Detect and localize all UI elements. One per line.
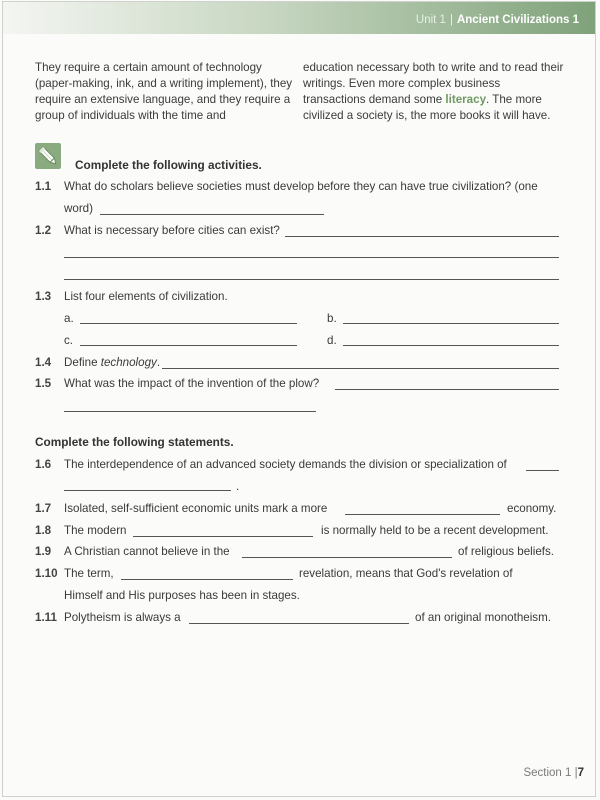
answer-blank-b[interactable] [343,323,559,324]
statements-heading: Complete the following statements. [35,435,234,449]
answer-blank[interactable] [162,368,559,369]
intro-text: education necessary both to write and to read their writings. Even more complex business transactions demand some [303,61,564,106]
question-1-3 [35,290,565,348]
question-text-end: . [156,356,161,369]
statement-number: 1.11 [35,611,57,624]
answer-line[interactable] [64,279,559,280]
question-number: 1.5 [35,377,52,390]
statement-text-end: of an original monotheism. [415,611,551,624]
answer-blank[interactable] [121,579,293,580]
header-band [3,2,595,34]
statement-number: 1.8 [35,524,52,537]
running-header [416,14,579,26]
item-label-d: d. [327,334,337,347]
statement-number: 1.6 [35,458,52,471]
statement-text: Polytheism is always a [64,611,181,624]
question-number: 1.2 [35,224,52,237]
question-number: 1.3 [35,290,52,303]
statement-1-6 [35,458,565,496]
question-text: List four elements of civilization. [64,290,228,303]
statement-1-7 [35,502,565,518]
answer-blank[interactable] [335,389,559,390]
unit-title: Ancient Civilizations 1 [456,14,579,26]
item-label-b: b. [327,312,337,325]
statement-text: The interdependence of an advanced society demands the division or specialization of [64,458,507,471]
answer-blank[interactable] [285,236,559,237]
statement-period: . [236,480,240,493]
answer-blank[interactable] [100,214,324,215]
intro-right-column [303,60,565,124]
answer-blank[interactable] [133,536,313,537]
statement-text: The modern [64,524,127,537]
question-1-1 [35,180,565,220]
statement-number: 1.10 [35,567,58,580]
intro-left-column: They require a certain amount of technology (paper-making, ink, and a writing implement), they require an extensive language, and they require a group of individuals with the time and [35,61,293,122]
section-label: Section 1 [523,767,572,779]
header-separator: | [449,14,453,26]
statement-1-8 [35,524,565,540]
statement-text-end: of religious beliefs. [458,545,555,558]
answer-line[interactable] [64,257,559,258]
question-1-2 [35,224,565,284]
question-text: What was the impact of the invention of the plow? [64,377,320,390]
item-label-a: a. [64,312,74,325]
question-text: What is necessary before cities can exist? [64,224,280,237]
keyword-literacy: literacy [445,93,487,106]
item-label-c: c. [64,334,74,347]
answer-blank-a[interactable] [80,323,297,324]
answer-blank[interactable] [345,514,500,515]
answer-blank[interactable] [242,557,452,558]
question-1-5 [35,377,565,417]
answer-line[interactable] [64,490,231,491]
question-1-4 [35,356,565,372]
question-number: 1.1 [35,180,52,193]
statement-text-cont: Himself and His purposes has been in stages. [64,589,300,602]
answer-blank[interactable] [189,623,409,624]
statement-number: 1.9 [35,545,52,558]
question-text: What do scholars believe societies must develop before they can have true civilization? (one [64,180,538,193]
intro-text-end: . The more civilized a society is, the more books it will have. [303,93,551,122]
question-text-cont: word) [64,202,93,215]
footer-separator: | [574,767,578,779]
question-number: 1.4 [35,356,52,369]
page-footer [523,767,584,779]
question-text [64,356,160,369]
page-number: 7 [577,767,584,779]
activities-heading: Complete the following activities. [75,158,262,172]
statement-text-end: revelation, means that God's revelation of [299,567,513,580]
statement-text-end: is normally held to be a recent development. [321,524,549,537]
answer-blank-d[interactable] [343,345,559,346]
question-term: technology [100,356,157,369]
answer-line[interactable] [64,411,316,412]
statement-1-11 [35,611,565,627]
statement-text: A Christian cannot believe in the [64,545,230,558]
statement-text: The term, [64,567,114,580]
answer-blank-c[interactable] [80,345,297,346]
statement-text: Isolated, self-sufficient economic units mark a more [64,502,328,515]
pencil-icon [35,143,61,169]
question-text-part: Define [64,356,101,369]
unit-label: Unit 1 [415,14,446,26]
statement-number: 1.7 [35,502,52,515]
answer-blank[interactable] [526,470,559,471]
statement-1-9 [35,545,565,561]
statement-text-end: economy. [507,502,557,515]
statement-1-10 [35,567,565,605]
